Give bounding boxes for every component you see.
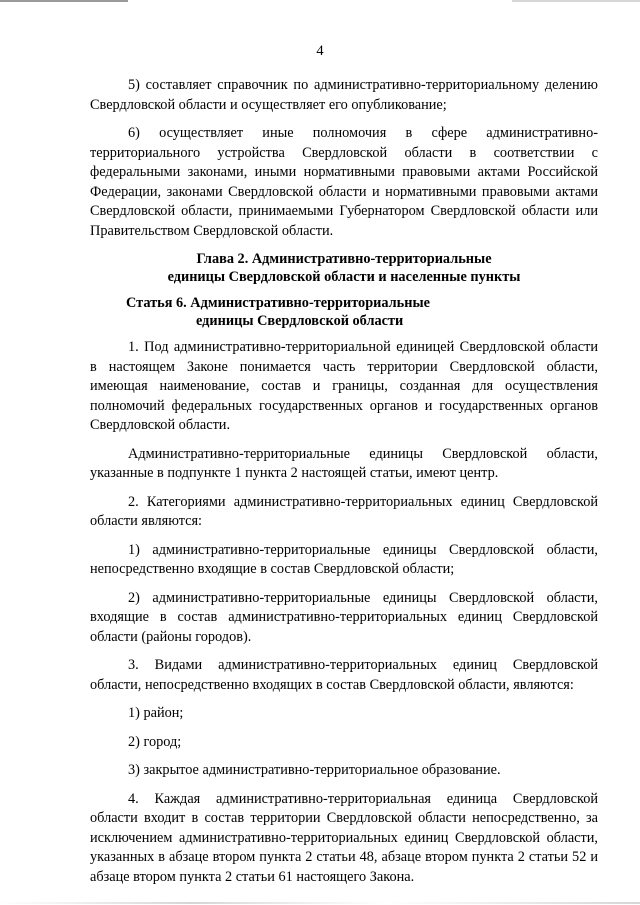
paragraph-4: 4. Каждая административно-территориальная единица Свердловской области входит в состав территории Свердловской области непосредственно, за исключением административно-территориальных единиц Свердловской области, указанных в абзаце втором пункта 2 статьи 48, абзаце втором пункта 2 статьи 52 и абзаце втором пункта 2 статьи 61 настоящего Закона. (90, 790, 598, 885)
paragraph-item-6: 6) осуществляет иные полномочия в сфере административно-территориального устройства Свердловской области в соответствии с федеральными законами, иными нормативными правовыми актами Российской Федерации, законами Свердловской области и нормативными правовыми актами Свердловской области, принимаемыми Губернатором Свердловской области или Правительством Свердловской области. (90, 125, 598, 239)
scan-edge-bottom (0, 902, 640, 904)
paragraph-item-5: 5) составляет справочник по административно-территориальному делению Свердловской области и осуществляет его опубликование; (90, 77, 598, 113)
paragraph-2-item-1: 1) административно-территориальные единицы Свердловской области, непосредственно входящие в состав Свердловской области; (90, 541, 598, 577)
paragraph-3-item-2: 2) город; (128, 733, 182, 750)
article-heading-line-1: Статья 6. Административно-территориальные (126, 295, 430, 311)
paragraph-1: 1. Под административно-территориальной единицей Свердловской области в настоящем Законе понимается часть территории Свердловской области, имеющая наименование, состав и границы, созданная для осуществления полномочий федеральных государственных органов и государственных органов Свердловской области. (90, 339, 598, 433)
scan-edge-top-left (0, 0, 128, 2)
paragraph-3-item-1: 1) район; (128, 705, 184, 721)
page-number: 4 (316, 43, 324, 59)
paragraph-3-item-3: 3) закрытое административно-территориальное образование. (128, 762, 501, 778)
chapter-heading-line-1: Глава 2. Административно-территориальные (196, 251, 492, 267)
paragraph-2: 2. Категориями административно-территориальных единиц Свердловской области являются: (90, 493, 598, 529)
document-body (90, 76, 598, 896)
article-heading (90, 294, 598, 330)
paragraph-center: Административно-территориальные единицы Свердловской области, указанные в подпункте 1 пункта 2 настоящей статьи, имеют центр. (90, 445, 598, 481)
chapter-heading-line-2: единицы Свердловской области и населенные пункты (167, 269, 521, 285)
chapter-heading (90, 250, 598, 286)
paragraph-2-item-2: 2) административно-территориальные единицы Свердловской области, входящие в состав административно-территориальных единиц Свердловской области (районы городов). (90, 589, 598, 645)
article-heading-line-2: единицы Свердловской области (196, 313, 404, 329)
paragraph-3: 3. Видами административно-территориальных единиц Свердловской области, непосредственно входящих в состав Свердловской области, являются: (90, 657, 598, 693)
scan-edge-top-right (512, 0, 640, 2)
